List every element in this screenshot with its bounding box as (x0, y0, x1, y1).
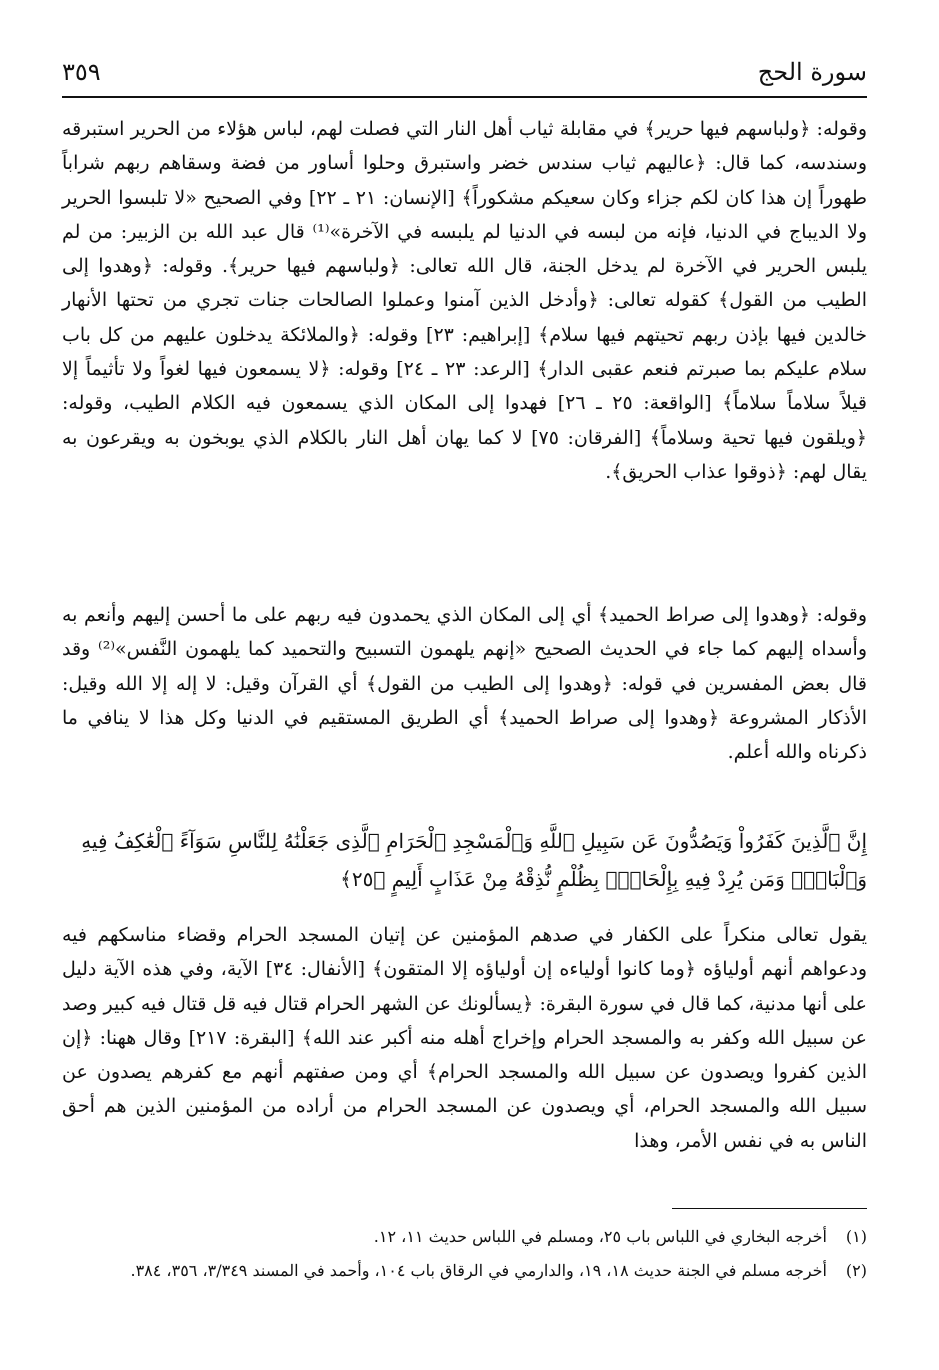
footnote-number: (٢) (845, 1261, 867, 1280)
header-rule (62, 96, 867, 98)
page-number: ٣٥٩ (62, 58, 101, 86)
quran-verse: إِنَّ ٱلَّذِينَ كَفَرُواْ وَيَصُدُّونَ عَن سَبِيلِ ٱللَّهِ وَٱلْمَسْجِدِ ٱلْحَرَامِ ٱلَّذِى جَعَلْنَٰهُ لِلنَّاسِ سَوَآءً ٱلْعَٰكِفُ فِيهِ وَٱلْبَادِۚ وَمَن يُرِدْ فِيهِ بِإِلْحَادٍۭ بِظُلْمٍ نُّذِقْهُ مِنْ عَذَابٍ أَلِيمٍ ﴿٢٥﴾ (81, 829, 867, 891)
paragraph-1: وقوله: ﴿ولباسهم فيها حرير﴾ في مقابلة ثياب أهل النار التي فصلت لهم، لباس هؤلاء من الحرير استبرقه وسندسه، كما قال: ﴿عاليهم ثياب سندس خضر واستبرق وحلوا أساور من فضة وسقاهم ربهم شراباً طهوراً إن هذا كان لكم جزاء وكان سعيكم مشكوراً﴾ [الإنسان: ٢١ ـ ٢٢] وفي الصحيح «لا تلبسوا الحرير ولا الديباج في الدنيا، فإنه من لبسه في الدنيا لم يلبسه في الآخرة»⁽¹⁾ قال عبد الله بن الزبير: من لم يلبس الحرير في الآخرة لم يدخل الجنة، قال الله تعالى: ﴿ولباسهم فيها حرير﴾. وقوله: ﴿وهدوا إلى الطيب من القول﴾ كقوله تعالى: ﴿وأدخل الذين آمنوا وعملوا الصالحات جنات تجري من تحتها الأنهار خالدين فيها بإذن ربهم تحيتهم فيها سلام﴾ [إبراهيم: ٢٣] وقوله: ﴿والملائكة يدخلون عليهم من كل باب سلام عليكم بما صبرتم فنعم عقبى الدار﴾ [الرعد: ٢٣ ـ ٢٤] وقوله: ﴿لا يسمعون فيها لغواً ولا تأثيماً إلا قيلاً سلاماً سلاماً﴾ [الواقعة: ٢٥ ـ ٢٦] فهدوا إلى المكان الذي يسمعون فيه الكلام الطيب، وقوله: ﴿ويلقون فيها تحية وسلاماً﴾ [الفرقان: ٧٥] لا كما يهان أهل النار بالكلام الذي يوبخون به ويقرعون به يقال لهم: ﴿ذوقوا عذاب الحريق﴾. (62, 118, 868, 483)
paragraph-3: يقول تعالى منكراً على الكفار في صدهم المؤمنين عن إتيان المسجد الحرام وقضاء مناسكهم فيه ودعواهم أنهم أولياؤه ﴿وما كانوا أولياءه إن أولياؤه إلا المتقون﴾ [الأنفال: ٣٤] الآية، وفي هذه الآية دليل على أنها مدنية، كما قال في سورة البقرة: ﴿يسألونك عن الشهر الحرام قتال فيه قل قتال فيه كبير وصد عن سبيل الله وكفر به والمسجد الحرام وإخراج أهله منه أكبر عند الله﴾ [البقرة: ٢١٧] وقال ههنا: ﴿إن الذين كفروا ويصدون عن سبيل الله والمسجد الحرام﴾ أي ومن صفتهم أنهم مع كفرهم يصدون عن سبيل الله والمسجد الحرام، أي ويصدون عن المسجد الحرام من أراده من المؤمنين الذين هم أحق الناس به في نفس الأمر، وهذا (62, 924, 868, 1152)
footnote-1 (62, 1222, 867, 1252)
footnote-text: أخرجه مسلم في الجنة حديث ١٨، ١٩، والدارمي في الرقاق باب ١٠٤، وأحمد في المسند ٣/٣٤٩، ٣٥٦، ٣٨٤. (130, 1261, 827, 1280)
surah-title: سورة الحج (757, 58, 867, 86)
footnote-text: أخرجه البخاري في اللباس باب ٢٥، ومسلم في اللباس حديث ١١، ١٢. (373, 1227, 827, 1246)
footnote-2 (62, 1256, 867, 1320)
paragraph-2: وقوله: ﴿وهدوا إلى صراط الحميد﴾ أي إلى المكان الذي يحمدون فيه ربهم على ما أحسن إليهم وأنعم به وأسداه إليهم كما جاء في الحديث الصحيح «إنهم يلهمون التسبيح والتحميد كما يلهمون النَّفس»⁽²⁾ وقد قال بعض المفسرين في قوله: ﴿وهدوا إلى الطيب من القول﴾ أي القرآن وقيل: لا إله إلا الله وقيل: الأذكار المشروعة ﴿وهدوا إلى صراط الحميد﴾ أي الطريق المستقيم في الدنيا وكل هذا لا ينافي ما ذكرناه والله أعلم. (62, 604, 867, 764)
footnote-rule (672, 1208, 867, 1209)
page-header (62, 58, 867, 92)
footnote-number: (١) (845, 1227, 867, 1246)
